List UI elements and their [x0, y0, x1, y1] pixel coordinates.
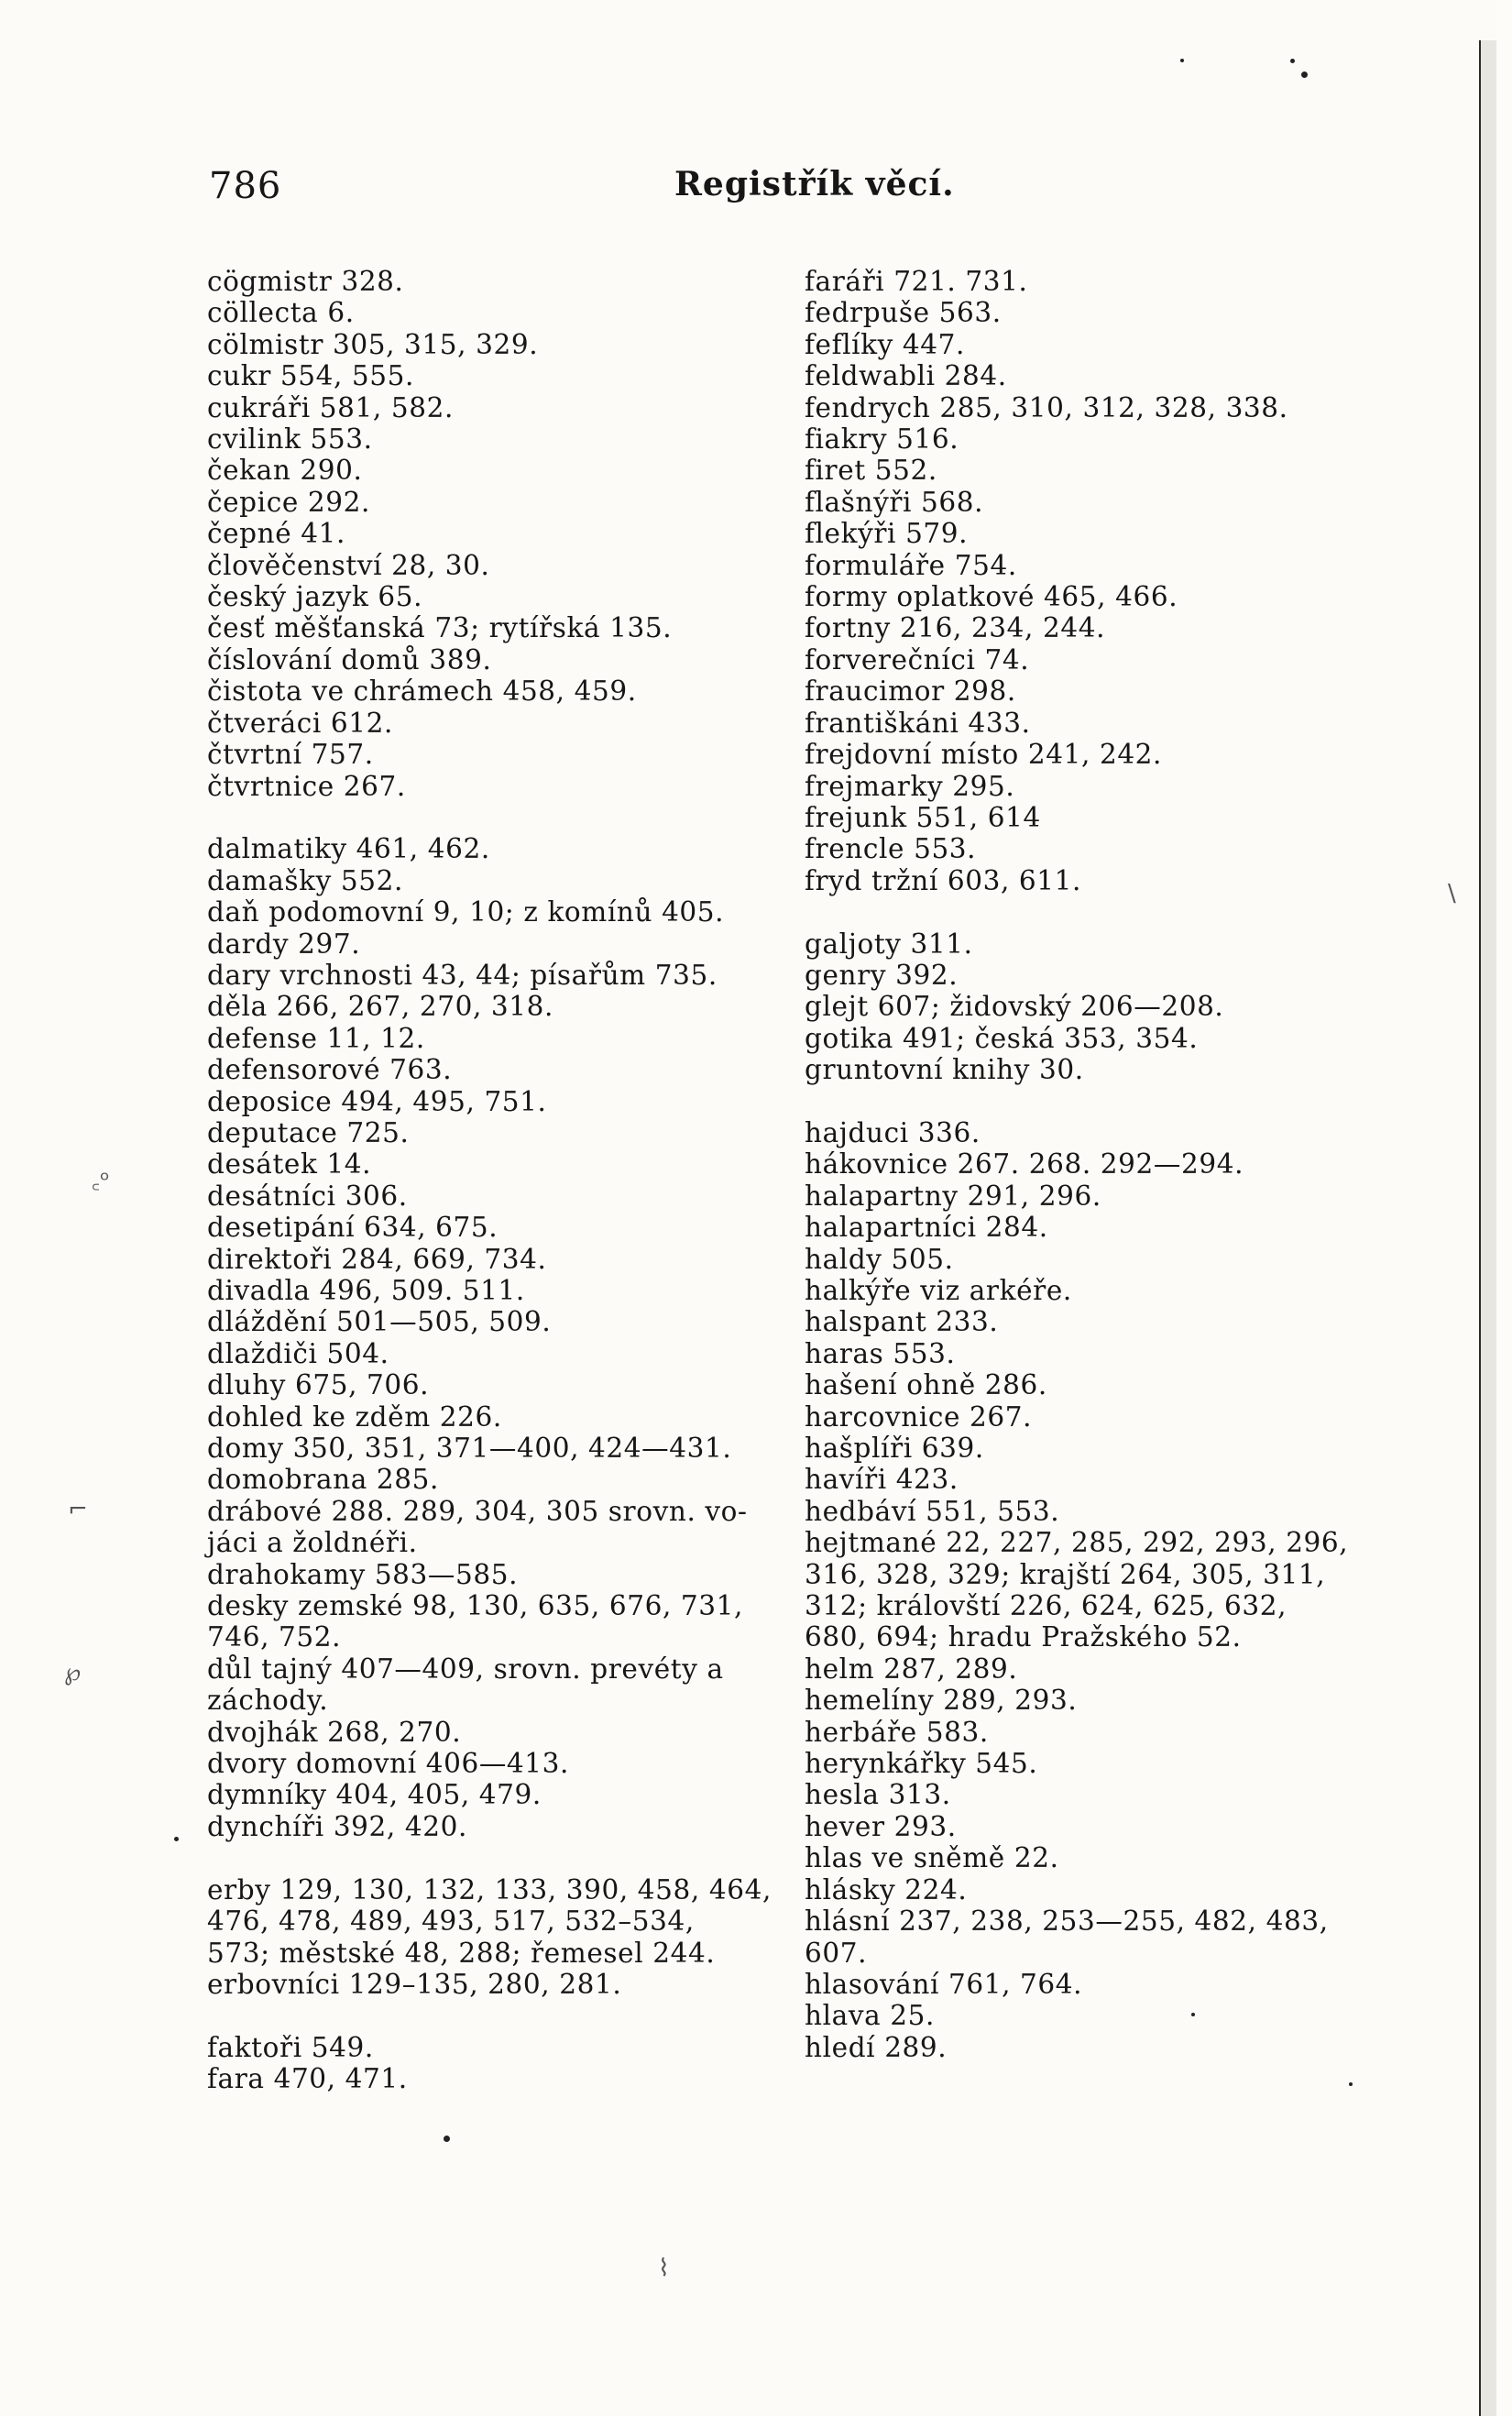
index-entry-line: čtveráci 612.	[207, 707, 394, 739]
index-entry-line: dláždění 501—505, 509.	[207, 1306, 552, 1338]
index-entry	[207, 928, 775, 960]
index-entry-line: hlásní 237, 238, 253—255, 482, 483,	[805, 1905, 1329, 1938]
index-entry	[207, 1559, 775, 1590]
index-entry-line: domy 350, 351, 371—400, 424—431.	[207, 1433, 732, 1465]
index-entry-line: erby 129, 130, 132, 133, 390, 458, 464,	[207, 1873, 772, 1905]
index-entry	[805, 1464, 1373, 1495]
index-entry-line: dvory domovní 406—413.	[207, 1748, 570, 1780]
index-entry	[207, 1496, 775, 1559]
index-entry-continuation: záchody.	[207, 1685, 329, 1717]
index-entry	[207, 1148, 775, 1180]
index-entry-line: fedrpuše 563.	[805, 297, 1002, 329]
index-entry-line: drahokamy 583—585.	[207, 1558, 519, 1590]
index-entry	[207, 392, 775, 423]
speck	[1290, 59, 1295, 63]
margin-mark: ꜀ᵒ	[92, 1167, 110, 1194]
index-entry	[207, 1464, 775, 1495]
running-title: Registřík věcí.	[674, 165, 955, 203]
index-entry	[805, 455, 1373, 486]
index-entry	[805, 487, 1373, 518]
index-entry-line: drábové 288. 289, 304, 305 srovn. vo-	[207, 1495, 748, 1527]
page-number: 786	[209, 165, 282, 207]
index-entry	[207, 1779, 775, 1810]
index-entry	[805, 550, 1373, 581]
index-entry-line: čistota ve chrámech 458, 459.	[207, 675, 637, 708]
index-entry-line: flekýři 579.	[805, 518, 969, 550]
index-entry	[805, 833, 1373, 864]
index-entry-line: hlasování 761, 764.	[805, 1968, 1083, 2000]
index-entry	[207, 1181, 775, 1212]
index-entry-line: halspant 233.	[805, 1306, 999, 1338]
index-entry-line: desetipání 634, 675.	[207, 1212, 499, 1244]
index-entry	[805, 1779, 1373, 1810]
index-entry	[805, 266, 1373, 297]
index-entry	[805, 1433, 1373, 1464]
index-entry-line: fiakry 516.	[805, 423, 959, 456]
index-entry-line: defense 11, 12.	[207, 1022, 425, 1054]
index-entry	[805, 1401, 1373, 1433]
index-entry	[805, 1905, 1373, 1969]
index-section-gap	[805, 1086, 1373, 1117]
index-entry	[805, 1717, 1373, 1748]
index-entry-continuation: 607.	[805, 1937, 868, 1969]
index-entry	[805, 1369, 1373, 1400]
index-entry	[805, 1148, 1373, 1180]
index-entry-line: dymníky 404, 405, 479.	[207, 1779, 542, 1811]
index-entry-line: formuláře 754.	[805, 549, 1017, 581]
index-entry-line: fraucimor 298.	[805, 675, 1016, 708]
index-entry-line: helm 287, 289.	[805, 1653, 1018, 1685]
index-entry	[207, 771, 775, 802]
index-entry-line: cölmistr 305, 315, 329.	[207, 328, 539, 360]
speck	[1301, 71, 1308, 78]
index-entry-line: dardy 297.	[207, 928, 361, 960]
index-entry-line: haldy 505.	[805, 1243, 954, 1275]
index-entry-line: fortny 216, 234, 244.	[805, 612, 1106, 644]
index-section-gap	[805, 896, 1373, 928]
index-entry	[207, 423, 775, 455]
index-entry-line: daň podomovní 9, 10; z komínů 405.	[207, 896, 725, 928]
index-entry-line: hlava 25.	[805, 2000, 935, 2032]
index-entry	[805, 1748, 1373, 1779]
index-entry-line: dynchíři 392, 420.	[207, 1810, 467, 1842]
index-entry-line: dary vrchnosti 43, 44; písařům 735.	[207, 959, 718, 991]
index-entry-line: fryd tržní 603, 611.	[805, 864, 1082, 896]
index-entry-line: dvojhák 268, 270.	[207, 1716, 462, 1748]
index-entry	[805, 2032, 1373, 2063]
index-entry-line: glejt 607; židovský 206—208.	[805, 991, 1224, 1023]
index-entry	[207, 581, 775, 612]
index-entry	[207, 360, 775, 391]
index-entry	[805, 1811, 1373, 1842]
index-entry-line: dalmatiky 461, 462.	[207, 833, 490, 865]
index-entry-line: fara 470, 471.	[207, 2063, 408, 2095]
index-entry	[805, 1181, 1373, 1212]
index-entry-line: čepné 41.	[207, 518, 346, 550]
index-entry	[207, 518, 775, 549]
index-entry-line: hledí 289.	[805, 2031, 948, 2063]
index-entry-line: frejunk 551, 614	[805, 801, 1041, 833]
index-entry	[805, 1275, 1373, 1306]
index-entry	[207, 644, 775, 675]
index-entry-line: čekan 290.	[207, 455, 363, 487]
index-entry	[207, 1275, 775, 1306]
index-entry	[207, 487, 775, 518]
index-entry-line: flašnýři 568.	[805, 486, 984, 518]
index-entry-line: deputace 725.	[207, 1116, 410, 1148]
index-entry-line: františkáni 433.	[805, 707, 1031, 739]
index-entry-line: forverečníci 74.	[805, 643, 1030, 675]
index-entry	[207, 739, 775, 770]
index-entry-line: haras 553.	[805, 1337, 956, 1369]
index-entry-line: cvilink 553.	[207, 423, 373, 456]
index-entry	[805, 518, 1373, 549]
index-entry	[805, 612, 1373, 643]
index-entry-line: hejtmané 22, 227, 285, 292, 293, 296,	[805, 1527, 1349, 1559]
index-entry	[207, 1086, 775, 1117]
index-entry-line: česť měšťanská 73; rytířská 135.	[207, 612, 673, 644]
speck	[1191, 2013, 1195, 2016]
index-entry	[207, 1212, 775, 1243]
index-entry-line: hlásky 224.	[805, 1873, 968, 1905]
index-entry	[207, 2063, 775, 2094]
index-entry	[805, 581, 1373, 612]
index-entry	[207, 1748, 775, 1779]
index-entry-line: galjoty 311.	[805, 928, 973, 960]
index-entry	[805, 1496, 1373, 1527]
index-entry-line: hašplíři 639.	[805, 1433, 984, 1464]
index-entry	[805, 865, 1373, 896]
index-entry	[805, 644, 1373, 675]
index-entry	[805, 423, 1373, 455]
index-entry-line: direktoři 284, 669, 734.	[207, 1243, 547, 1275]
page-header	[209, 165, 1364, 211]
index-entry-line: hedbáví 551, 553.	[805, 1495, 1060, 1527]
index-entry	[207, 612, 775, 643]
index-entry	[805, 928, 1373, 960]
index-entry-line: halapartníci 284.	[805, 1212, 1048, 1244]
index-entry-line: harcovnice 267.	[805, 1400, 1033, 1433]
index-entry-continuation: 316, 328, 329; krajští 264, 305, 311,	[805, 1558, 1326, 1590]
index-entry-line: defensorové 763.	[207, 1054, 453, 1086]
index-entry-line: herynkářky 545.	[805, 1748, 1038, 1780]
index-entry	[805, 329, 1373, 360]
index-entry-line: čtvrtní 757.	[207, 739, 374, 771]
margin-mark: ℘	[64, 1659, 82, 1686]
index-entry-line: dluhy 675, 706.	[207, 1369, 430, 1401]
page-edge	[1479, 40, 1496, 2416]
index-entry	[207, 1969, 775, 2000]
index-entry	[207, 1244, 775, 1275]
index-entry-line: frejdovní místo 241, 242.	[805, 739, 1163, 771]
index-entry-line: desky zemské 98, 130, 635, 676, 731,	[207, 1590, 743, 1622]
index-entry-line: číslování domů 389.	[207, 643, 492, 675]
index-section-gap	[207, 2000, 775, 2031]
index-entry-line: feflíky 447.	[805, 328, 965, 360]
index-entry	[207, 455, 775, 486]
index-entry	[207, 1653, 775, 1717]
index-entry	[207, 865, 775, 896]
margin-mark: ⌐	[68, 1496, 88, 1523]
index-entry-line: gruntovní knihy 30.	[805, 1054, 1084, 1086]
index-entry-continuation: 312; královští 226, 624, 625, 632,	[805, 1590, 1287, 1622]
index-entry-line: dlaždiči 504.	[207, 1337, 389, 1369]
index-entry	[207, 1117, 775, 1148]
index-entry	[207, 991, 775, 1022]
speck	[174, 1837, 179, 1841]
index-entry	[207, 1338, 775, 1369]
speck	[444, 2136, 450, 2142]
index-entry-continuation: 573; městské 48, 288; řemesel 244.	[207, 1937, 716, 1969]
index-entry	[207, 1590, 775, 1653]
index-entry	[805, 1653, 1373, 1685]
index-entry	[805, 1338, 1373, 1369]
index-entry-line: domobrana 285.	[207, 1464, 439, 1496]
index-entry-line: čtvrtnice 267.	[207, 770, 406, 802]
index-entry-line: feldwabli 284.	[805, 360, 1007, 392]
index-entry	[207, 1023, 775, 1054]
index-entry-line: dohled ke zděm 226.	[207, 1400, 502, 1433]
index-entry-line: gotika 491; česká 353, 354.	[805, 1022, 1199, 1054]
index-entry	[805, 1685, 1373, 1716]
index-entry-line: faráři 721. 731.	[805, 266, 1028, 297]
index-entry-line: hajduci 336.	[805, 1116, 981, 1148]
margin-mark: ⌇	[658, 2255, 670, 2282]
index-entry-line: erbovníci 129–135, 280, 281.	[207, 1968, 622, 2000]
index-entry	[805, 675, 1373, 707]
index-entry-line: halkýře viz arkéře.	[805, 1274, 1072, 1306]
index-entry-line: desátek 14.	[207, 1148, 372, 1181]
index-entry	[207, 1717, 775, 1748]
index-entry-line: formy oplatkové 465, 466.	[805, 581, 1178, 613]
index-entry	[207, 1433, 775, 1464]
index-entry	[207, 1811, 775, 1842]
index-entry	[805, 1244, 1373, 1275]
index-entry-line: firet 552.	[805, 455, 937, 487]
index-entry	[207, 1874, 775, 1969]
index-entry-line: havíři 423.	[805, 1464, 959, 1496]
index-entry-line: čepice 292.	[207, 486, 370, 518]
index-entry-line: cukr 554, 555.	[207, 360, 415, 392]
index-entry-line: hlas ve sněmě 22.	[805, 1842, 1059, 1874]
index-entry-line: hašení ohně 286.	[805, 1369, 1047, 1401]
index-entry	[207, 550, 775, 581]
index-entry-continuation: 476, 478, 489, 493, 517, 532–534,	[207, 1905, 695, 1938]
index-entry	[207, 833, 775, 864]
index-entry	[207, 675, 775, 707]
index-entry	[805, 991, 1373, 1022]
index-entry	[207, 896, 775, 928]
index-entry	[207, 708, 775, 739]
index-entry-line: cögmistr 328.	[207, 266, 404, 297]
index-entry	[207, 2032, 775, 2063]
index-entry-line: hesla 313.	[805, 1779, 951, 1811]
index-entry-line: hever 293.	[805, 1810, 957, 1842]
index-entry	[207, 266, 775, 297]
speck	[1349, 2082, 1353, 2086]
index-entry	[805, 1527, 1373, 1653]
index-entry	[805, 708, 1373, 739]
index-entry-line: frencle 553.	[805, 833, 977, 865]
speck	[1180, 59, 1184, 62]
index-entry-line: hemelíny 289, 293.	[805, 1685, 1078, 1717]
index-entry	[805, 297, 1373, 328]
index-entry	[207, 1306, 775, 1337]
index-entry-continuation: 746, 752.	[207, 1621, 342, 1653]
index-entry	[805, 1117, 1373, 1148]
index-entry	[207, 1054, 775, 1085]
index-entry-line: deposice 494, 495, 751.	[207, 1085, 547, 1117]
index-entry-line: cukráři 581, 582.	[207, 391, 454, 423]
index-entry-line: faktoři 549.	[207, 2031, 374, 2063]
index-section-gap	[207, 802, 775, 833]
index-entry	[805, 1306, 1373, 1337]
index-entry	[805, 1023, 1373, 1054]
index-entry	[805, 2000, 1373, 2031]
margin-mark: \	[1448, 880, 1456, 907]
index-entry	[805, 392, 1373, 423]
index-entry	[207, 960, 775, 991]
index-entry-line: damašky 552.	[207, 864, 403, 896]
index-entry-line: hákovnice 267. 268. 292—294.	[805, 1148, 1244, 1181]
index-entry	[805, 802, 1373, 833]
index-entry	[207, 1369, 775, 1400]
index-entry	[805, 1212, 1373, 1243]
index-entry-line: halapartny 291, 296.	[805, 1180, 1101, 1212]
index-entry	[207, 1401, 775, 1433]
index-entry-line: frejmarky 295.	[805, 770, 1015, 802]
index-entry-line: děla 266, 267, 270, 318.	[207, 991, 554, 1023]
index-column-left	[207, 266, 775, 2095]
index-entry	[805, 1874, 1373, 1905]
index-entry-line: cöllecta 6.	[207, 297, 355, 329]
index-entry	[805, 1842, 1373, 1873]
index-section-gap	[207, 1842, 775, 1873]
index-column-right	[805, 266, 1373, 2063]
index-entry	[805, 739, 1373, 770]
index-entry	[207, 329, 775, 360]
index-entry-line: genry 392.	[805, 959, 959, 991]
index-entry-line: člověčenství 28, 30.	[207, 549, 490, 581]
index-entry	[805, 960, 1373, 991]
index-entry-line: divadla 496, 509. 511.	[207, 1274, 525, 1306]
index-entry	[805, 1969, 1373, 2000]
index-entry-line: fendrych 285, 310, 312, 328, 338.	[805, 391, 1288, 423]
index-entry	[207, 297, 775, 328]
index-entry-continuation: 680, 694; hradu Pražského 52.	[805, 1621, 1242, 1653]
index-entry-line: důl tajný 407—409, srovn. prevéty a	[207, 1653, 724, 1685]
index-entry-line: desátníci 306.	[207, 1180, 408, 1212]
index-entry	[805, 771, 1373, 802]
index-entry	[805, 360, 1373, 391]
index-entry-continuation: jáci a žoldnéři.	[207, 1527, 418, 1559]
index-entry-line: český jazyk 65.	[207, 581, 423, 613]
index-entry-line: herbáře 583.	[805, 1716, 989, 1748]
index-entry	[805, 1054, 1373, 1085]
